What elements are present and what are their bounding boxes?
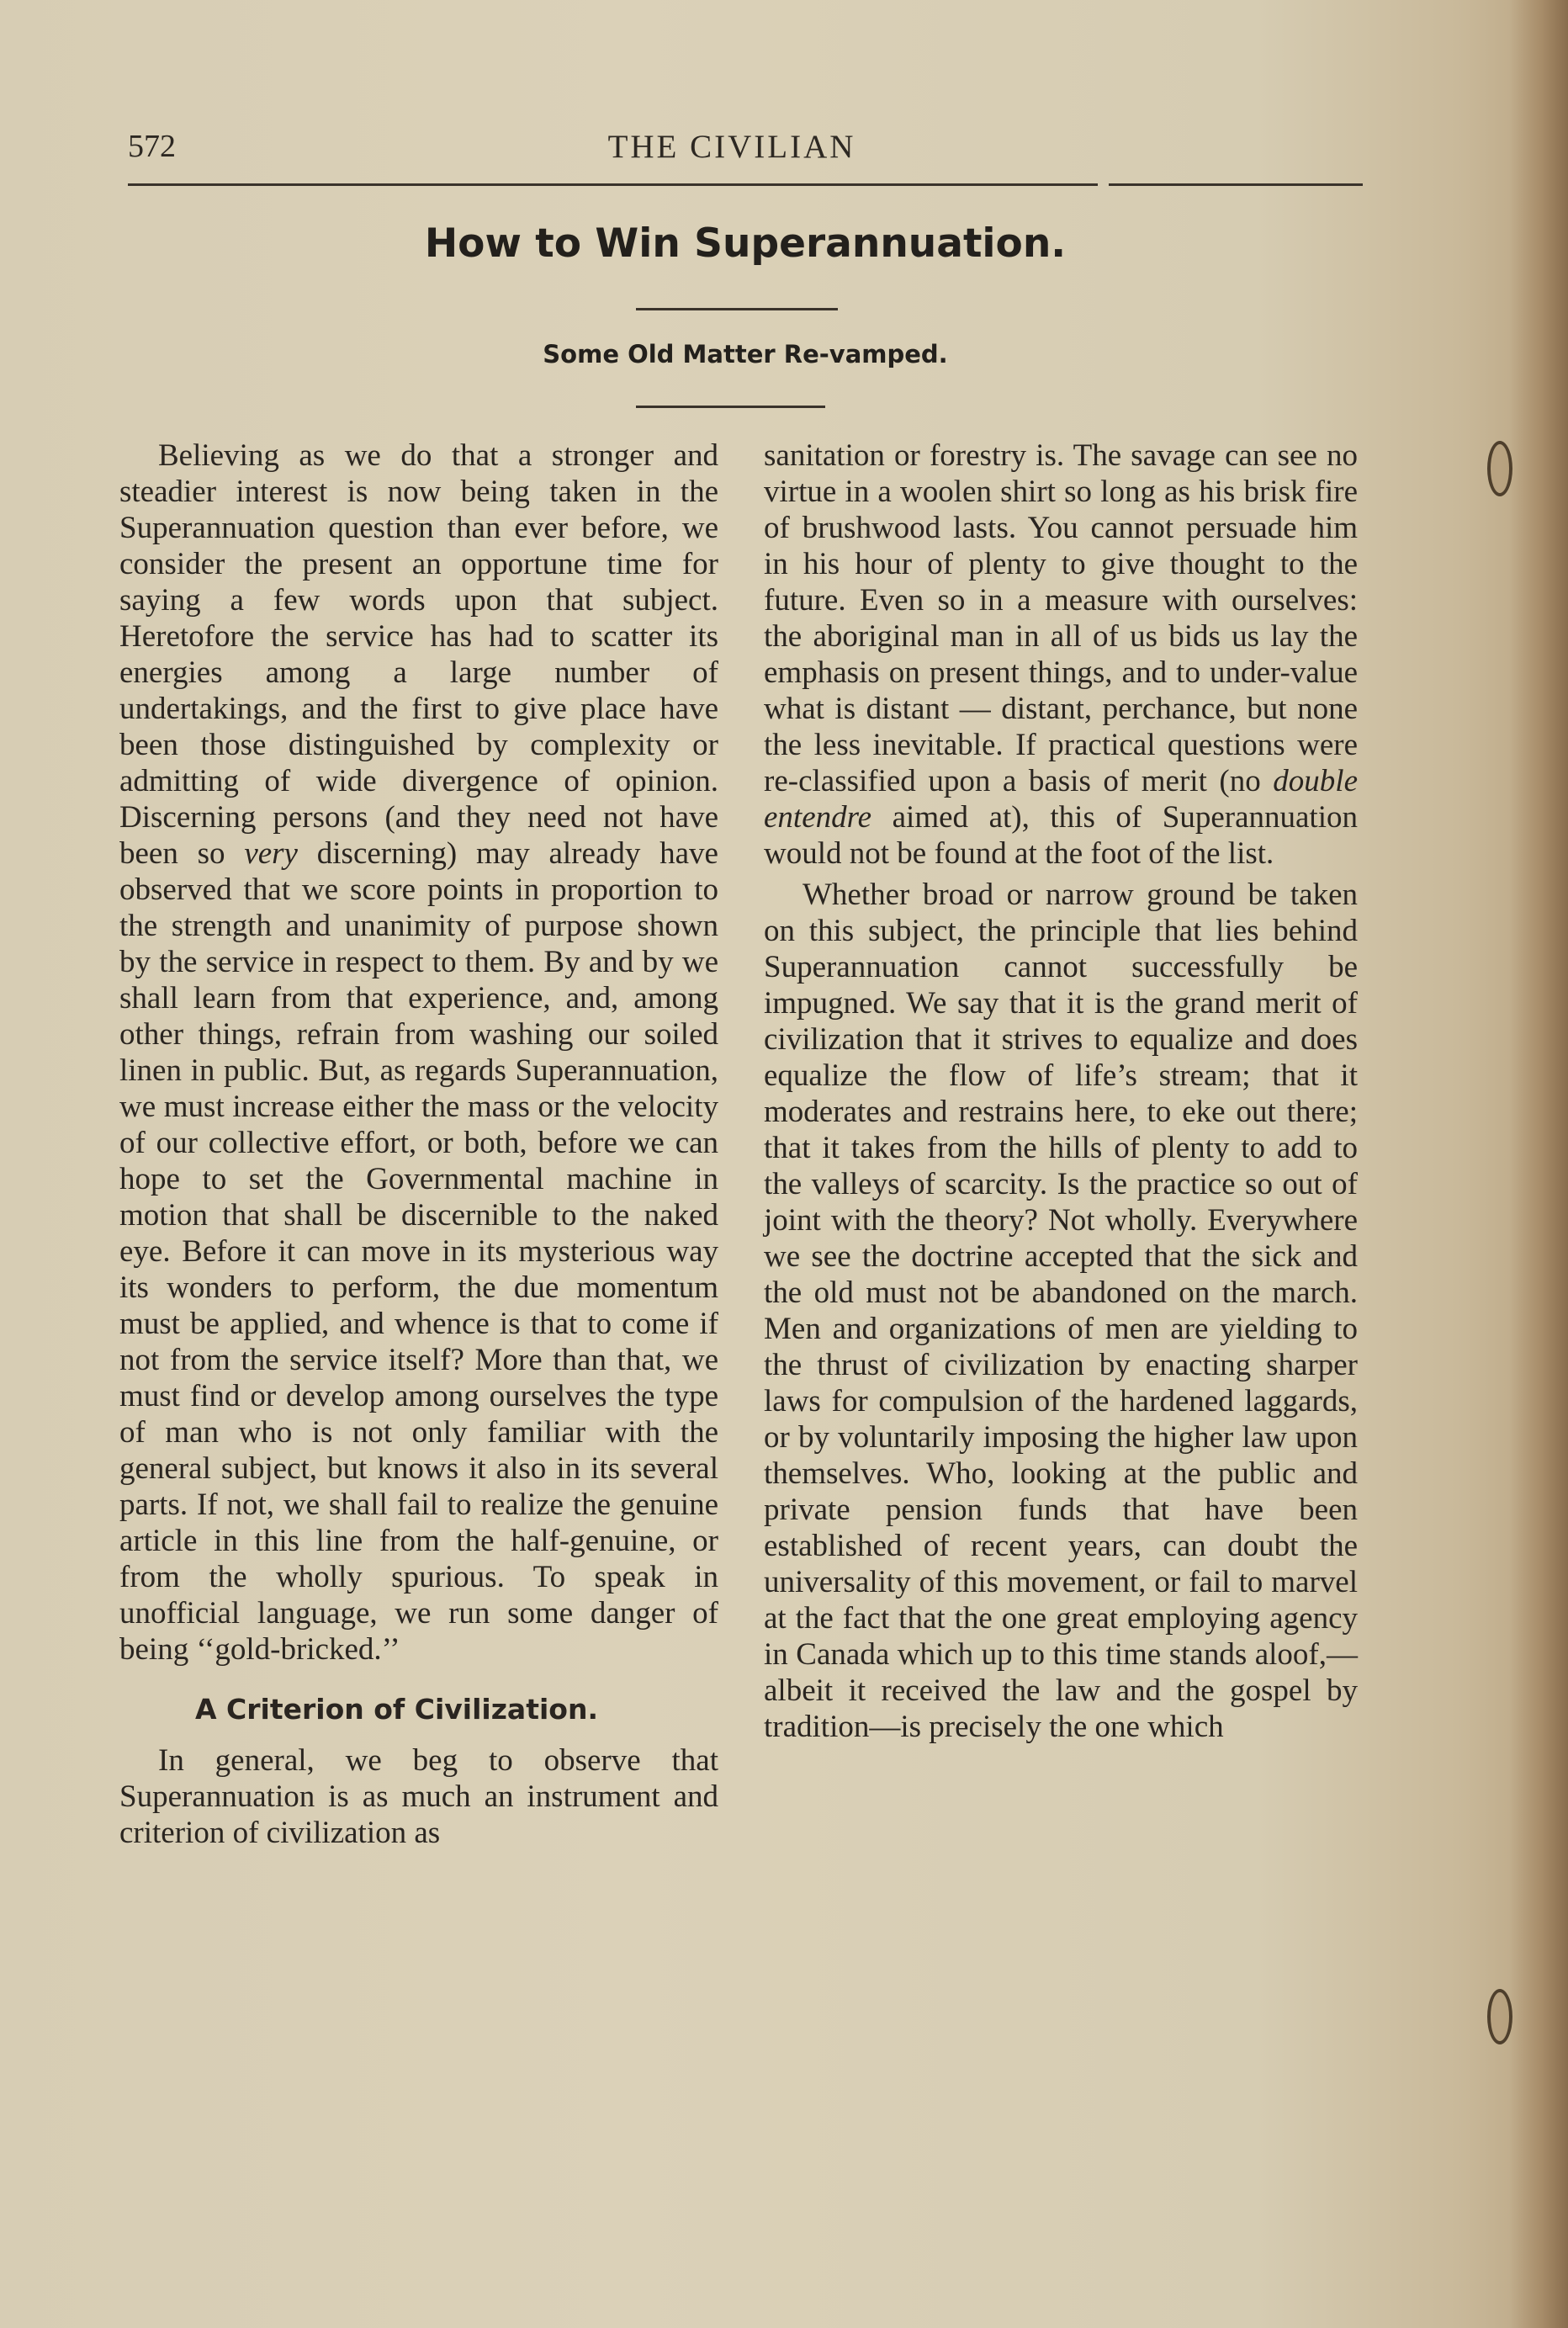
- article-title: How to Win Superannuation.: [424, 220, 1067, 267]
- header-rule-right: [1109, 183, 1363, 186]
- emphasis: double entendre: [764, 764, 1358, 835]
- paragraph: In general, we beg to observe that Superannuation is as much an instrument and criterion of civilization as: [119, 1743, 718, 1850]
- emphasis: very: [244, 836, 298, 871]
- title-rule: [636, 308, 838, 310]
- running-head: THE CIVILIAN: [607, 129, 856, 165]
- binding-hole-icon: [1487, 441, 1512, 496]
- binding-edge-shadow: [1509, 0, 1568, 2328]
- section-heading: A Criterion of Civilization.: [195, 1693, 598, 1726]
- right-column: [764, 437, 1358, 1745]
- left-column: [119, 437, 718, 1851]
- paragraph: Whether broad or narrow ground be taken on this subject, the principle that lies behind Superannuation cannot successfully be impugned. We say that it is the grand merit of civilization that it strives to equalize and does equalize the flow of life’s stream; that it moderates and restrains here, to eke out there; that it takes from the hills of plenty to add to the valleys of scarcity. Is the practice so out of joint with the theory? Not wholly. Everywhere we see the doctrine accepted that the sick and the old must not be abandoned on the march. Men and organizations of men are yielding to the thrust of civilization by enacting sharper laws for compulsion of the hardened laggards, or by voluntarily imposing the higher law upon themselves. Who, looking at the public and private pension funds that have been established of recent years, can doubt the universality of this movement, or fail to marvel at the fact that the one great employing agency in Canada which up to this time stands aloof,—albeit it received the law and the gospel by tradition—is precisely the one which: [764, 878, 1358, 1744]
- paragraph: sanitation or forestry is. The savage can see no virtue in a woolen shirt so long as his brisk fire of brushwood lasts. You cannot persuade him in his hour of plenty to give thought to the future. Even so in a measure with ourselves: the aboriginal man in all of us bids us lay the emphasis on present things, and to under-value what is distant — distant, perchance, but none the less inevitable. If practical questions were re-classified upon a basis of merit (no double entendre aimed at), this of Superannuation would not be found at the foot of the list.: [764, 438, 1358, 871]
- header-rule: [128, 183, 1098, 186]
- subtitle-rule: [636, 406, 825, 408]
- binding-hole-icon: [1487, 1989, 1512, 2044]
- page-number: 572: [128, 129, 176, 164]
- paragraph: Believing as we do that a stronger and steadier interest is now being taken in the Superannuation question than ever before, we consider the present an opportune time for saying a few words upon that subject. Heretofore the service has had to scatter its energies among a large number of undertakings, and the first to give place have been those distinguished by complexity or admitting of wide divergence of opinion. Discerning persons (and they need not have been so very discerning) may already have observed that we score points in proportion to the strength and unanimity of purpose shown by the service in respect to them. By and by we shall learn from that experience, and, among other things, refrain from washing our soiled linen in public. But, as regards Superannuation, we must increase either the mass or the velocity of our collective effort, or both, before we can hope to set the Governmental machine in motion that shall be discernible to the naked eye. Before it can move in its mysterious way its wonders to perform, the due momentum must be applied, and whence is that to come if not from the service itself? More than that, we must find or develop among ourselves the type of man who is not only familiar with the general subject, but knows it also in its several parts. If not, we shall fail to realize the genuine article in this line from the half-genuine, or from the wholly spurious. To speak in unofficial language, we run some danger of being ‘‘gold-bricked.’’: [119, 438, 718, 1667]
- article-subtitle: Some Old Matter Re-vamped.: [543, 340, 948, 369]
